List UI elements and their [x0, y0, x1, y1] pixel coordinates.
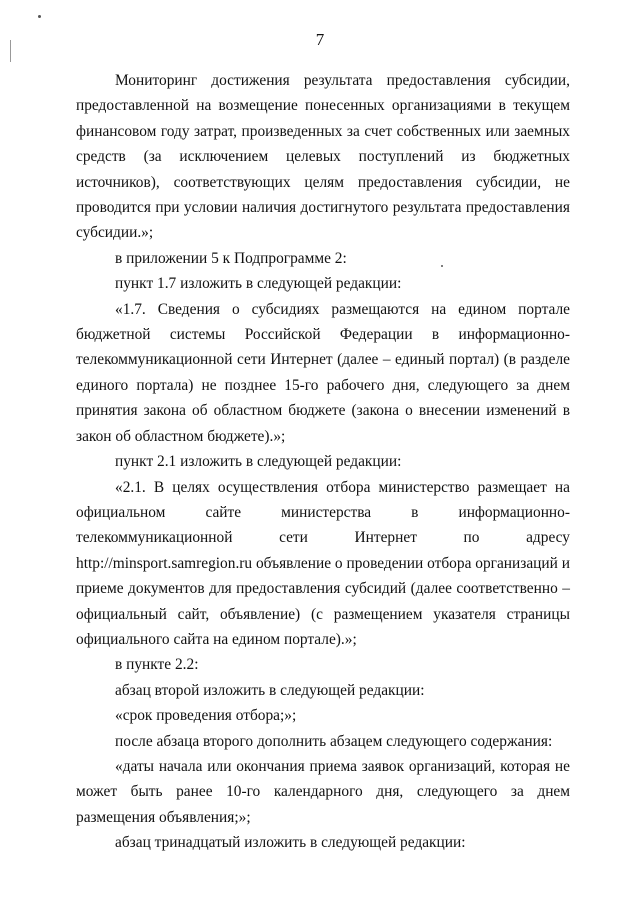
paragraph-addition-intro: после абзаца второго дополнить абзацем следующего содержания: — [115, 732, 553, 750]
paragraph-second-text: «срок проведения отбора;»; — [115, 707, 297, 725]
paragraph-item-2-1-text: «2.1. В целях осуществления отбора министерство размещает на официальном сайте министерства в информационно-телекоммуникационной сети Интернет по адресу http://minsport.samregion.ru объявление о проведении отбора организаций и приеме документов для предоставления субсидий (далее соответственно – официальный сайт, объявление) (с размещением указателя страницы официального сайта на едином портале).»; — [76, 478, 570, 648]
document-body — [76, 68, 570, 856]
paragraph-item-1-7-intro: пункт 1.7 изложить в следующей редакции: — [115, 275, 402, 293]
paragraph-second-intro: абзац второй изложить в следующей редакции: — [115, 681, 425, 699]
paragraph-item-1-7-text: «1.7. Сведения о субсидиях размещаются на едином портале бюджетной системы Российской Федерации в информационно-телекоммуникационной сети Интернет (далее – единый портал) (в разделе единого портала) не позднее 15-го рабочего дня, следующего за днем принятия закона об областном бюджете (закона о внесении изменений в закон об областном бюджете).»; — [76, 300, 570, 445]
paragraph-addition-text: «даты начала или окончания приема заявок организаций, которая не может быть ранее 10-го календарного дня, следующего за днем размещения объявления;»; — [76, 757, 570, 826]
page-number: 7 — [315, 30, 325, 49]
paragraph-appendix-5: в приложении 5 к Подпрограмме 2: — [115, 249, 347, 267]
scan-dot-mark — [38, 15, 41, 18]
paragraph-thirteenth-intro: абзац тринадцатый изложить в следующей редакции: — [115, 834, 466, 852]
paragraph-item-2-2-intro: в пункте 2.2: — [115, 656, 199, 674]
paragraph-monitoring: Мониторинг достижения результата предоставления субсидии, предоставленной на возмещение понесенных организациями в текущем финансовом году затрат, произведенных за счет собственных или заемных средств (за исключением целевых поступлений из бюджетных источников), соответствующих целям предоставления субсидии, не проводится при условии наличия достигнутого результата предоставления субсидии.»; — [76, 72, 570, 242]
paragraph-item-2-1-intro: пункт 2.1 изложить в следующей редакции: — [115, 453, 402, 471]
